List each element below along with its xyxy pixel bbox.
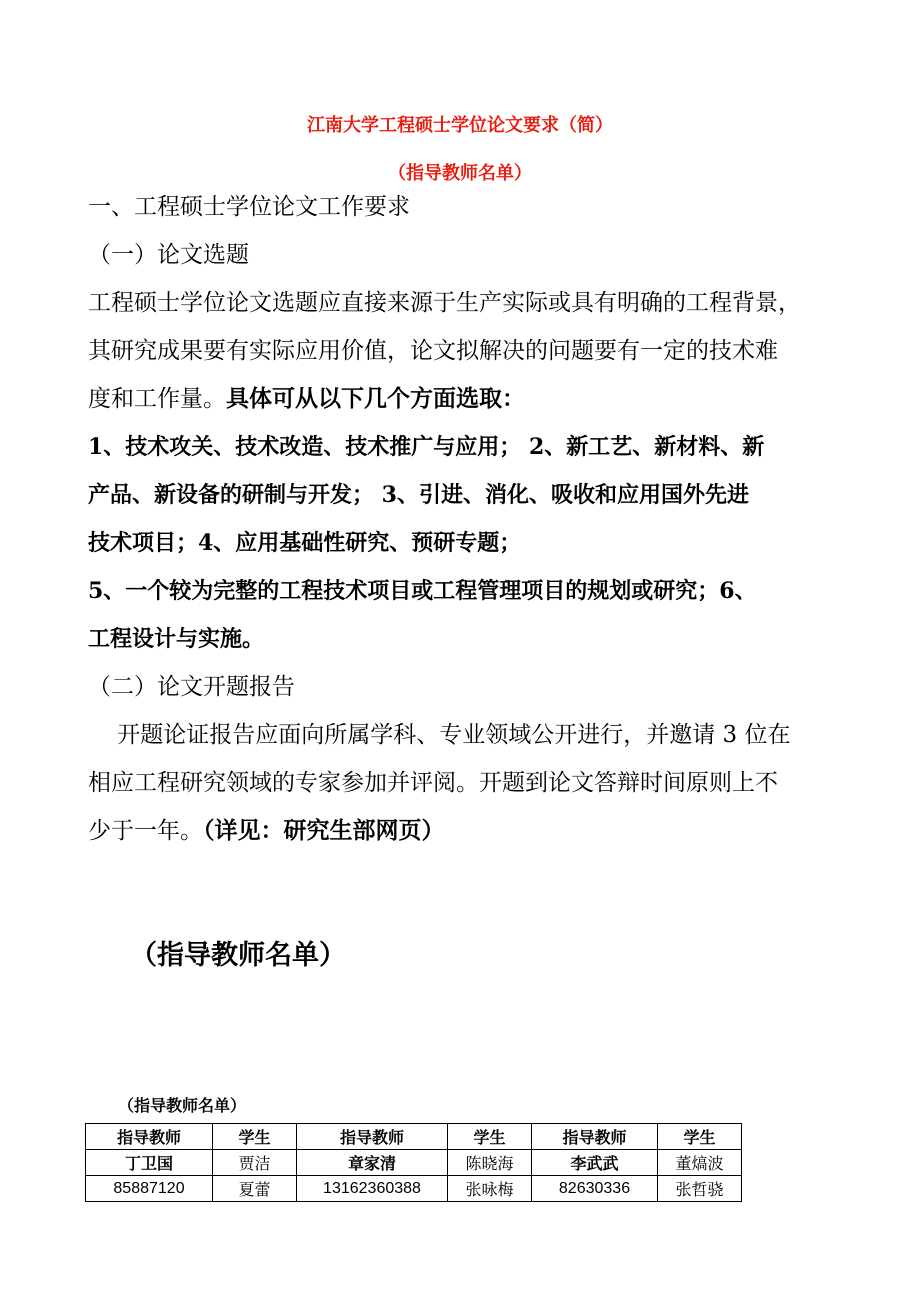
paragraph-line: 开题论证报告应面向所属学科、专业领域公开进行，并邀请 3 位在 [88,722,791,748]
paragraph-text: 度和工作量。 [88,386,226,412]
phone-cell: 13162360388 [297,1176,448,1202]
list-line: 技术项目；4、应用基础性研究、预研专题； [88,530,522,556]
tutor-name-cell: 李武武 [532,1150,658,1176]
phone-cell: 85887120 [86,1176,213,1202]
list-line: 1、技术攻关、技术改造、技术推广与应用； 2、新工艺、新材料、新 [88,434,765,460]
paragraph-line: 相应工程研究领域的专家参加并评阅。开题到论文答辩时间原则上不 [88,770,778,796]
body-text [88,183,838,855]
tutor-name-cell: 章家清 [297,1150,448,1176]
doc-subtitle: （指导教师名单） [388,163,532,184]
phone-cell: 82630336 [532,1176,658,1202]
header-cell: 学生 [658,1124,742,1150]
list-line: 5、一个较为完整的工程技术项目或工程管理项目的规划或研究；6、 [88,578,757,604]
paragraph-line [88,375,838,423]
paragraph-bold-text: 具体可从以下几个方面选取： [226,385,525,412]
table-row [86,1176,742,1202]
header-cell: 指导教师 [86,1124,213,1150]
paragraph-bold-text: （详见：研究生部网页） [203,817,445,844]
student-name-cell: 董熇波 [658,1150,742,1176]
table-header-row [86,1124,742,1150]
tutor-name-cell: 丁卫国 [86,1150,213,1176]
table-row [86,1150,742,1176]
subsection-heading-2: （二）论文开题报告 [88,674,295,700]
list-line: 产品、新设备的研制与开发； 3、引进、消化、吸收和应用国外先进 [88,482,749,508]
student-name-cell: 张哲骁 [658,1176,742,1202]
list-line: 工程设计与实施。 [88,626,265,652]
doc-title: 江南大学工程硕士学位论文要求（简） [307,115,613,136]
student-name-cell: 贾洁 [213,1150,297,1176]
header-cell: 指导教师 [532,1124,658,1150]
header-cell: 指导教师 [297,1124,448,1150]
paragraph-line: 其研究成果要有实际应用价值，论文拟解决的问题要有一定的技术难 [88,338,778,364]
student-name-cell: 陈晓海 [448,1150,532,1176]
tutor-table [85,1123,742,1202]
section-heading-1: 一、工程硕士学位论文工作要求 [88,194,410,220]
paragraph-line: 工程硕士学位论文选题应直接来源于生产实际或具有明确的工程背景， [88,290,801,316]
header-cell: 学生 [213,1124,297,1150]
paragraph-line [88,807,838,855]
tutor-list-heading: （指导教师名单） [130,940,346,971]
table-caption: （指导教师名单） [118,1096,247,1115]
paragraph-text: 少于一年。 [88,818,203,844]
student-name-cell: 张咏梅 [448,1176,532,1202]
student-name-cell: 夏蕾 [213,1176,297,1202]
header-cell: 学生 [448,1124,532,1150]
subsection-heading-1: （一）论文选题 [88,242,249,268]
